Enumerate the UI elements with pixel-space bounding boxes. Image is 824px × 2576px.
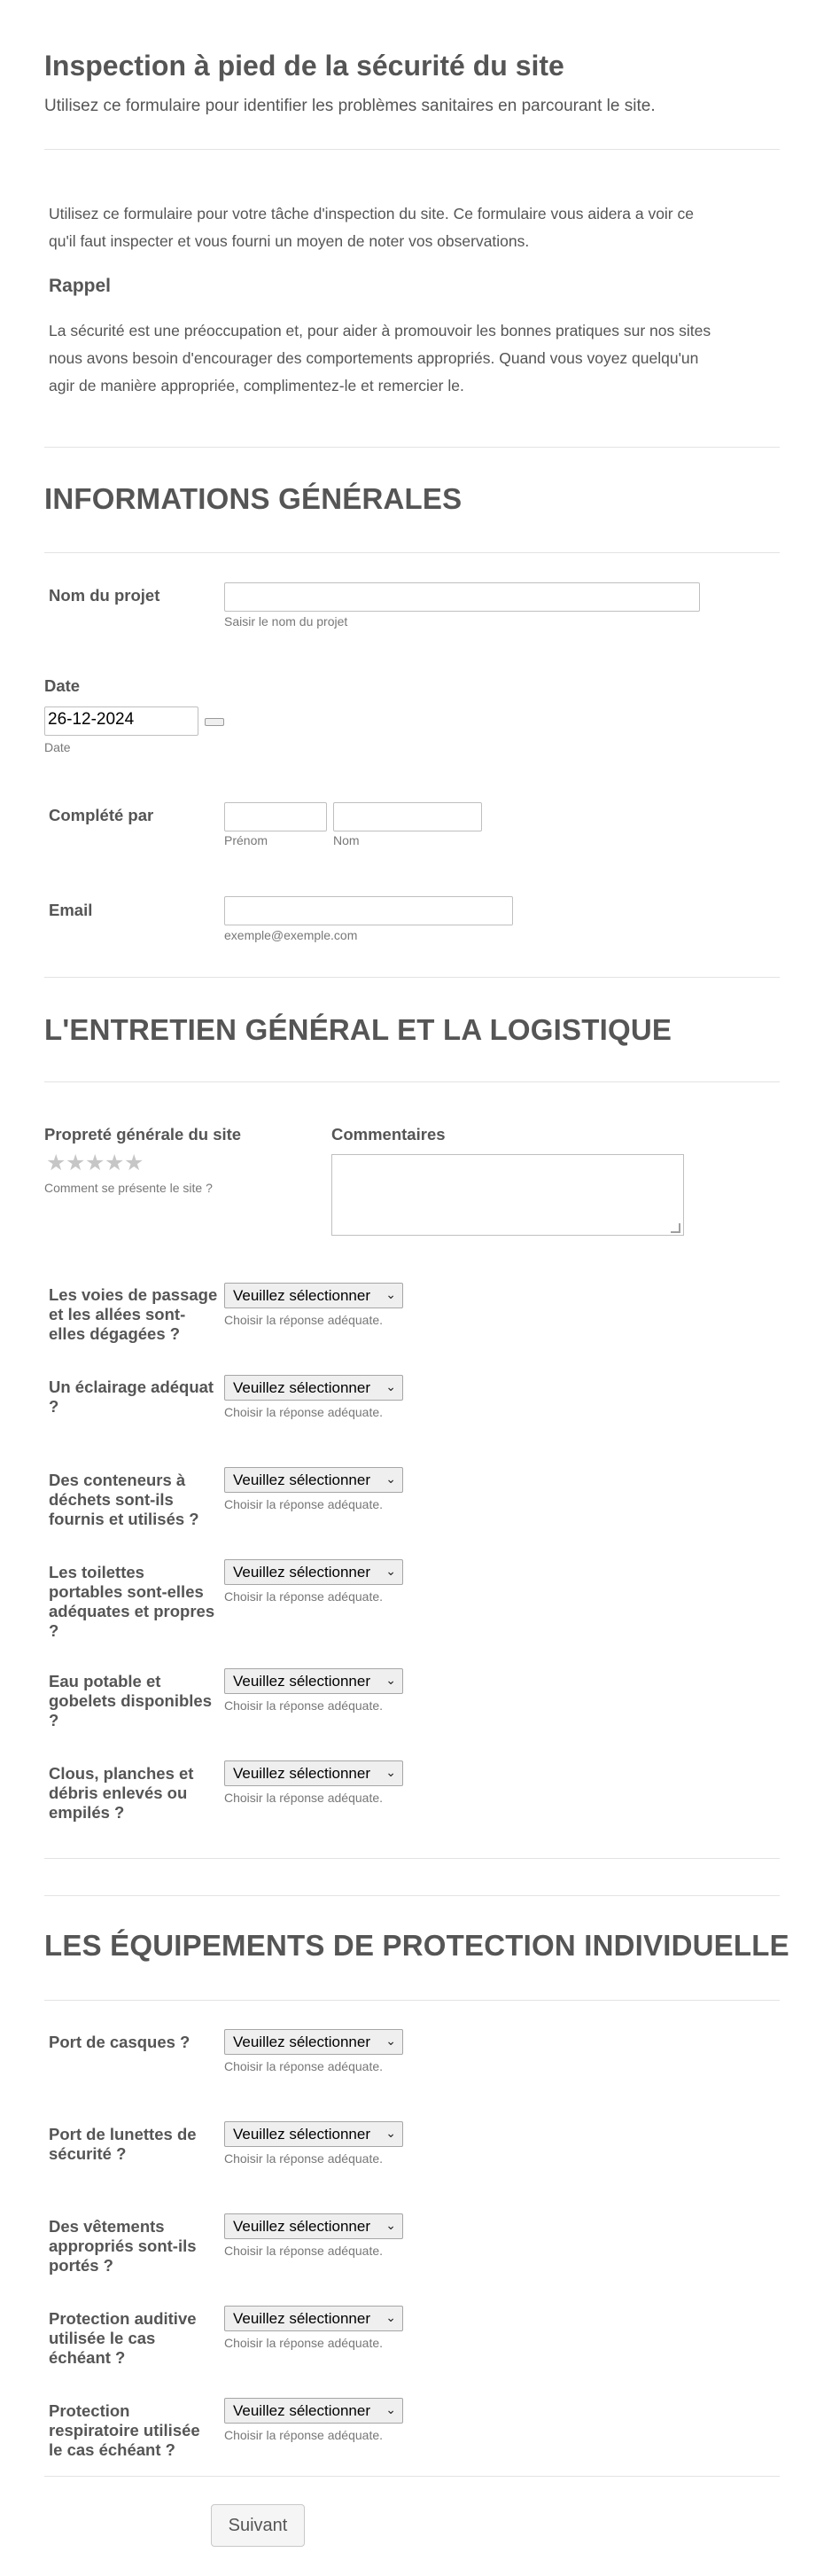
answer-sublabel: Choisir la réponse adéquate. <box>224 1698 384 1713</box>
section-heading-general-info: INFORMATIONS GÉNÉRALES <box>44 482 463 515</box>
chevron-down-icon: ⌄ <box>385 2033 396 2048</box>
select-value: Veuillez sélectionner <box>233 2218 370 2235</box>
question-label <box>49 1378 214 1417</box>
divider <box>44 2000 780 2001</box>
star-icon[interactable]: ★ <box>66 1151 86 1175</box>
question-label-line: Les toilettes <box>49 1563 144 1581</box>
question-label-line: Protection auditive <box>49 2309 197 2328</box>
question-label <box>49 2217 197 2275</box>
section-heading-ppe: LES ÉQUIPEMENTS DE PROTECTION INDIVIDUELLE <box>44 1929 789 1962</box>
question-label-line: respiratoire utilisée <box>49 2421 200 2439</box>
comments-label: Commentaires <box>331 1125 446 1144</box>
divider <box>44 1858 780 1859</box>
divider <box>44 149 780 150</box>
calendar-picker-button[interactable] <box>205 718 224 726</box>
answer-select[interactable] <box>224 2213 403 2239</box>
date-label: Date <box>44 676 81 695</box>
answer-sublabel: Choisir la réponse adéquate. <box>224 1497 384 1511</box>
project-name-label: Nom du projet <box>49 586 160 605</box>
last-name-sublabel: Nom <box>333 833 360 847</box>
answer-sublabel: Choisir la réponse adéquate. <box>224 1589 384 1604</box>
email-input[interactable] <box>224 896 513 925</box>
answer-sublabel: Choisir la réponse adéquate. <box>224 2059 384 2073</box>
form-subtitle: Utilisez ce formulaire pour identifier les problèmes sanitaires en parcourant le site. <box>44 97 656 115</box>
question-label-line: Port de lunettes de <box>49 2125 197 2143</box>
question-label-line: Port de casques ? <box>49 2033 190 2051</box>
completed-by-label: Complété par <box>49 806 154 824</box>
answer-select[interactable] <box>224 1760 403 1786</box>
intro-line: Utilisez ce formulaire pour votre tâche d'inspection du site. Ce formulaire vous aidera a voir ce <box>49 205 694 222</box>
answer-sublabel: Choisir la réponse adéquate. <box>224 1405 384 1419</box>
question-label-line: Des vêtements <box>49 2217 165 2236</box>
answer-select[interactable] <box>224 1375 403 1401</box>
question-label-line: Eau potable et <box>49 1672 161 1690</box>
answer-sublabel: Choisir la réponse adéquate. <box>224 2336 384 2350</box>
chevron-down-icon: ⌄ <box>385 2310 396 2324</box>
reminder-line: La sécurité est une préoccupation et, pour aider à promouvoir les bonnes pratiques sur nos sites <box>49 322 711 340</box>
chevron-down-icon: ⌄ <box>385 1379 396 1393</box>
select-value: Veuillez sélectionner <box>233 2310 370 2327</box>
first-name-input[interactable] <box>224 802 327 831</box>
question-label-line: Un éclairage adéquat <box>49 1378 214 1396</box>
chevron-down-icon: ⌄ <box>385 1287 396 1301</box>
select-value: Veuillez sélectionner <box>233 2126 370 2143</box>
section-heading-maintenance: L'ENTRETIEN GÉNÉRAL ET LA LOGISTIQUE <box>44 1013 672 1046</box>
question-label <box>49 2401 200 2460</box>
chevron-down-icon: ⌄ <box>385 2126 396 2140</box>
question-label-line: appropriés sont-ils <box>49 2236 197 2255</box>
question-label-line: Protection <box>49 2401 130 2420</box>
divider <box>44 552 780 553</box>
question-label <box>49 1285 217 1344</box>
star-icon[interactable]: ★ <box>85 1151 105 1175</box>
select-value: Veuillez sélectionner <box>233 2033 370 2050</box>
email-label: Email <box>49 901 93 919</box>
question-label-line: empilés ? <box>49 1803 125 1822</box>
star-icon[interactable]: ★ <box>105 1151 125 1175</box>
divider <box>44 977 780 978</box>
answer-select[interactable] <box>224 2121 403 2147</box>
chevron-down-icon: ⌄ <box>385 2402 396 2416</box>
reminder-line: agir de manière appropriée, complimentez-le et remercier le. <box>49 377 464 394</box>
chevron-down-icon: ⌄ <box>385 1765 396 1779</box>
question-label-line: ? <box>49 1397 59 1416</box>
reminder-line: nous avons besoin d'encourager des comportements appropriés. Quand vous voyez quelqu'un <box>49 349 699 367</box>
divider <box>44 1895 780 1896</box>
answer-sublabel: Choisir la réponse adéquate. <box>224 2428 384 2442</box>
site-cleanliness-sublabel: Comment se présente le site ? <box>44 1181 213 1195</box>
select-value: Veuillez sélectionner <box>233 1287 370 1304</box>
question-label-line: Clous, planches et <box>49 1764 194 1783</box>
question-label-line: et les allées sont- <box>49 1305 186 1323</box>
question-label-line: utilisée le cas <box>49 2329 156 2347</box>
chevron-down-icon: ⌄ <box>385 1471 396 1486</box>
question-label-line: gobelets disponibles <box>49 1691 212 1710</box>
question-label-line: Des conteneurs à <box>49 1471 186 1489</box>
question-label-line: ? <box>49 1621 59 1640</box>
answer-sublabel: Choisir la réponse adéquate. <box>224 2151 384 2166</box>
chevron-down-icon: ⌄ <box>385 1564 396 1578</box>
question-label <box>49 1563 214 1641</box>
answer-sublabel: Choisir la réponse adéquate. <box>224 2244 384 2258</box>
question-label-line: échéant ? <box>49 2348 126 2367</box>
star-icon[interactable]: ★ <box>124 1151 144 1175</box>
question-label-line: portés ? <box>49 2256 113 2275</box>
chevron-down-icon: ⌄ <box>385 2218 396 2232</box>
question-label-line: portables sont-elles <box>49 1582 204 1601</box>
question-label-line: débris enlevés ou <box>49 1784 188 1802</box>
date-sublabel: Date <box>44 740 71 754</box>
answer-select[interactable] <box>224 2306 403 2331</box>
divider <box>44 1081 780 1082</box>
resize-handle-icon[interactable] <box>671 1223 680 1233</box>
select-value: Veuillez sélectionner <box>233 1379 370 1396</box>
reminder-text <box>49 317 711 400</box>
answer-sublabel: Choisir la réponse adéquate. <box>224 1313 384 1327</box>
question-label <box>49 1672 212 1730</box>
project-name-input[interactable] <box>224 582 700 612</box>
comments-textarea[interactable] <box>331 1154 684 1236</box>
question-label <box>49 2125 197 2164</box>
select-value: Veuillez sélectionner <box>233 1471 370 1488</box>
intro-text <box>49 200 694 255</box>
select-value: Veuillez sélectionner <box>233 1564 370 1581</box>
question-label-line: Les voies de passage <box>49 1285 218 1304</box>
question-label <box>49 1764 193 1823</box>
email-sublabel: exemple@exemple.com <box>224 928 358 942</box>
question-label <box>49 2033 190 2052</box>
question-label-line: sécurité ? <box>49 2144 127 2163</box>
site-cleanliness-label: Propreté générale du site <box>44 1125 242 1144</box>
question-label <box>49 2309 197 2368</box>
question-label-line: elles dégagées ? <box>49 1324 181 1343</box>
date-input[interactable]: 26-12-2024 <box>44 706 198 736</box>
question-label <box>49 1471 199 1529</box>
intro-line: qu'il faut inspecter et vous fourni un moyen de noter vos observations. <box>49 232 530 250</box>
answer-sublabel: Choisir la réponse adéquate. <box>224 1791 384 1805</box>
answer-select[interactable] <box>224 1559 403 1585</box>
chevron-down-icon: ⌄ <box>385 1673 396 1687</box>
answer-select[interactable] <box>224 2029 403 2055</box>
next-button[interactable]: Suivant <box>211 2504 305 2547</box>
answer-select[interactable] <box>224 1668 403 1694</box>
answer-select[interactable] <box>224 1283 403 1308</box>
last-name-input[interactable] <box>333 802 482 831</box>
question-label-line: adéquates et propres <box>49 1602 215 1620</box>
star-icon[interactable]: ★ <box>46 1151 66 1175</box>
answer-select[interactable] <box>224 2398 403 2424</box>
divider <box>44 2476 780 2477</box>
question-label-line: fournis et utilisés ? <box>49 1510 199 1528</box>
select-value: Veuillez sélectionner <box>233 1673 370 1690</box>
first-name-sublabel: Prénom <box>224 833 268 847</box>
reminder-heading: Rappel <box>49 276 112 296</box>
form-title: Inspection à pied de la sécurité du site <box>44 50 564 82</box>
answer-select[interactable] <box>224 1467 403 1493</box>
question-label-line: ? <box>49 1711 59 1729</box>
question-label-line: déchets sont-ils <box>49 1490 174 1509</box>
question-label-line: le cas échéant ? <box>49 2440 175 2459</box>
project-name-sublabel: Saisir le nom du projet <box>224 614 348 628</box>
select-value: Veuillez sélectionner <box>233 2402 370 2419</box>
select-value: Veuillez sélectionner <box>233 1765 370 1782</box>
divider <box>44 447 780 448</box>
